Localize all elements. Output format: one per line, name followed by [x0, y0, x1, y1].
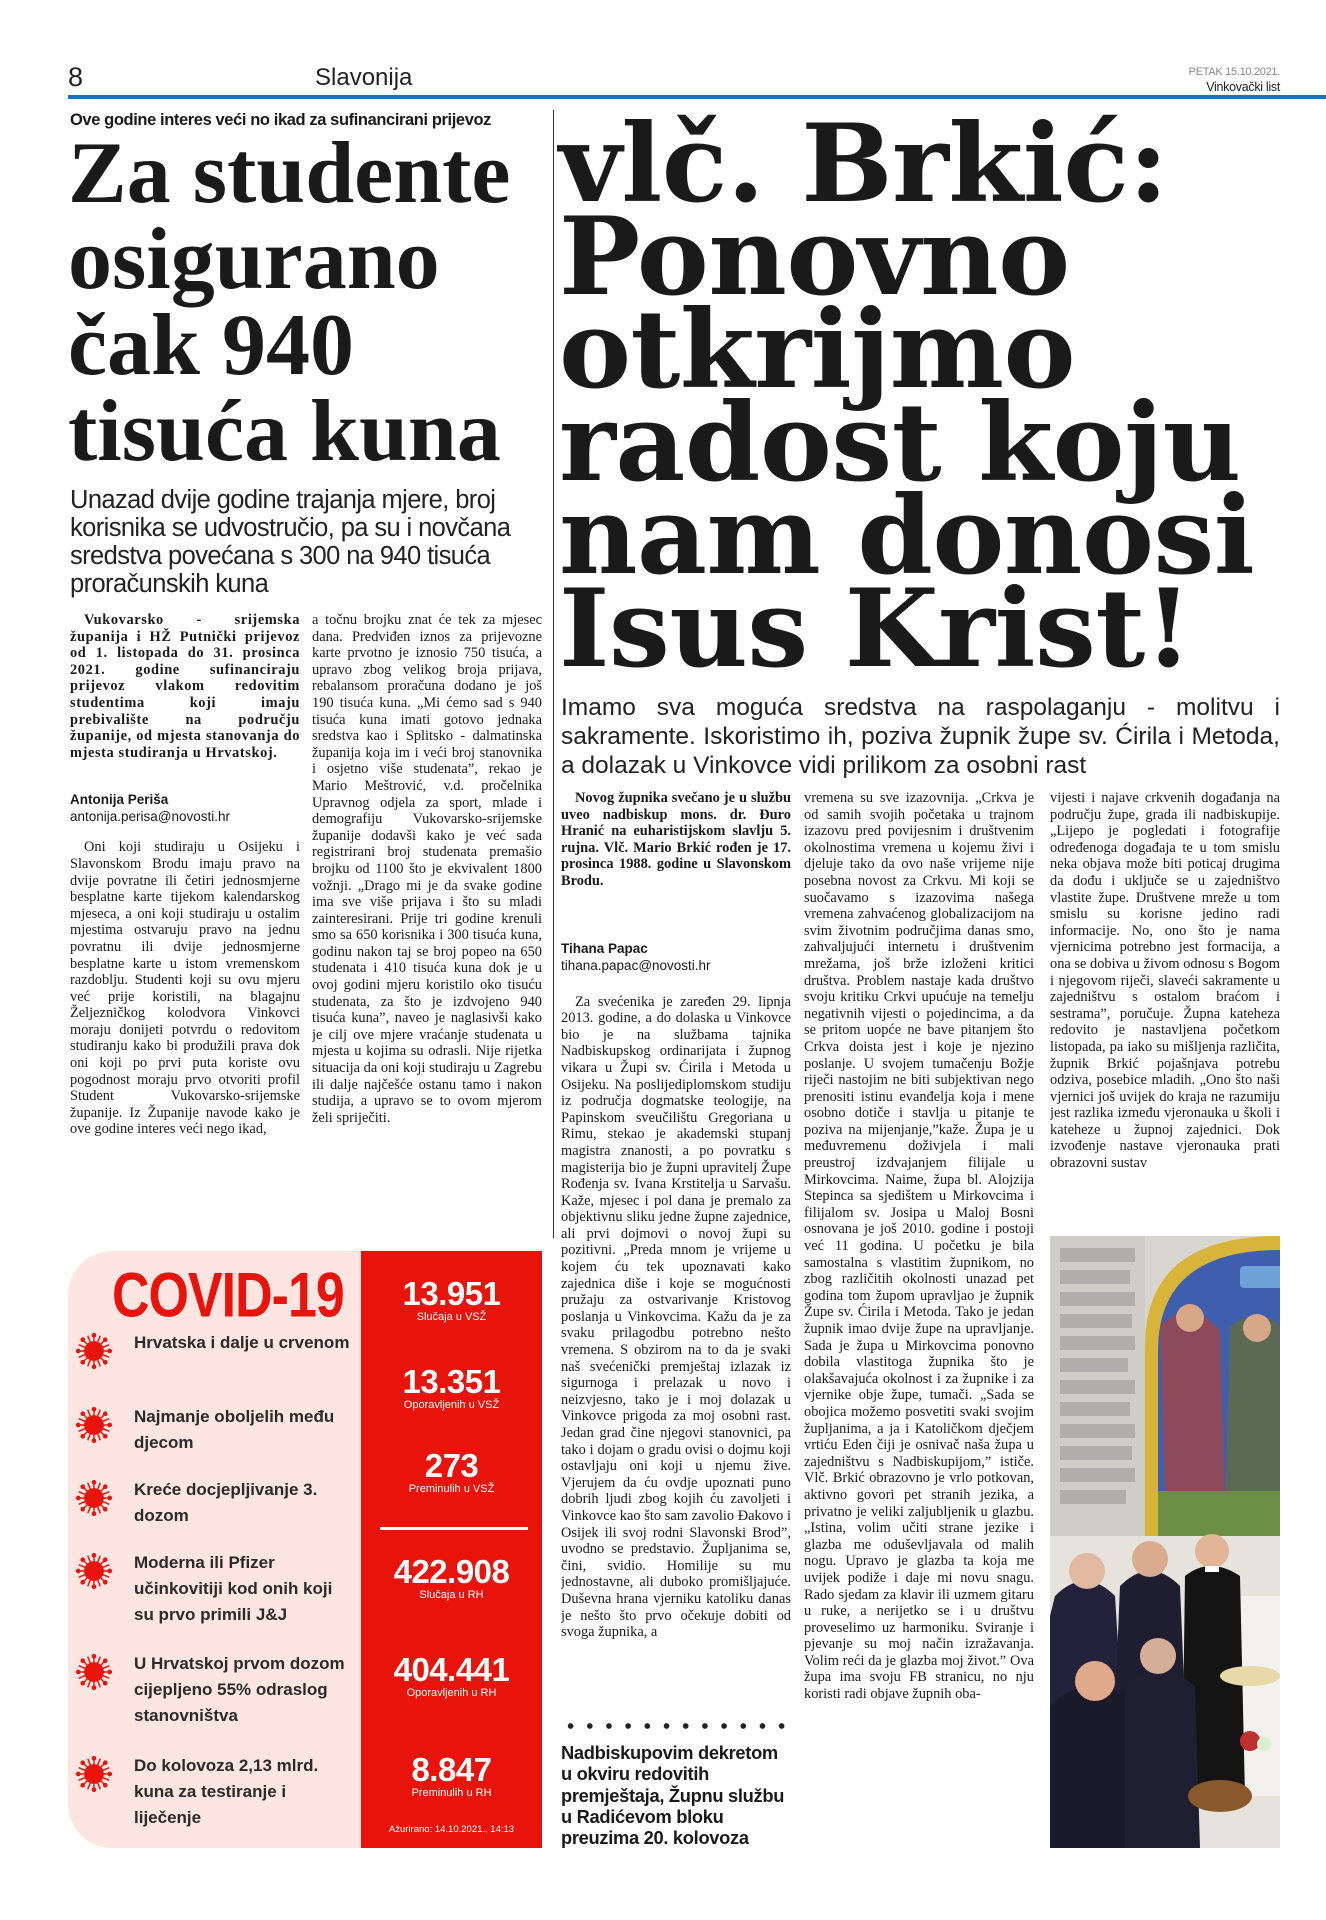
author-name: Antonija Periša — [70, 792, 169, 808]
virus-icon — [76, 1756, 112, 1792]
dotted-separator — [561, 1722, 790, 1730]
stats-divider — [380, 1527, 528, 1530]
covid-news-item — [76, 1477, 356, 1529]
right-article-byline — [561, 940, 791, 974]
stat-label: Oporavljenih u VSŽ — [403, 1399, 500, 1411]
stat-value: 273 — [424, 1447, 479, 1484]
stat-deaths-vsz — [361, 1449, 542, 1496]
stat-label: Oporavljenih u RH — [406, 1687, 497, 1699]
covid-news-item — [76, 1550, 356, 1628]
covid-news-item — [76, 1404, 356, 1456]
virus-icon — [76, 1480, 112, 1516]
left-article-column-2 — [312, 612, 542, 1238]
stat-deaths-rh — [361, 1753, 542, 1800]
stat-label: Slučaja u VSŽ — [416, 1311, 487, 1323]
right-article-body-continued: vremena su sve izazovnija. „Crkva je od samih svojih početaka u trajnom izazovu pred povijesnim i društvenim okolnostima vremena u kojemu živi i djeluje tako da ovo naše vrijeme nije posebna novost za Crkvu. Mi koji se suočavamo s izazovima našega vremena zahvaćenog globalizacijom na svim životnim područjima danas smo, zahvaljujući internetu i društvenim mrežama, još brže izloženi kritici društva. Problem nastaje kada društvo svoju kritiku Crkvi upućuje na temelju negativnih vijesti o pojedincima, a da se pritom uopće ne bave pitanjem što Crkva doista jest i koje je njezino poslanje. U svojem tumačenju Božje riječi nastojim ne biti subjektivan nego prenositi istinu evanđelja koja i mene osobno dotiče i stavlja u pitanje te poziva na mijenjanje,”kaže. Župa je u međuvremenu doživjela i mali preustroj izdvajanjem filijale u Mirkovcima. Naime, župa bl. Alojzija Stepinca sa sjedištem u Mirkovcima i filijalom sv. Josipa u Maloj Bosni osnovana je još 2010. godine i postoji već 11 godina. U početku je bila samostalna s vlastitim župnikom, no zbog različitih okolnosti unazad pet godina tom župom upravljao je župnik Župe sv. Ćirila i Metoda. Tako je jedan župnik imao dvije župe na upravljanje. Sada je župa u Mirkovcima ponovno dobila vlastitoga župnika što je olakšavajuća okolnost i za župnike i za vjernike obje župe, tumači. „Sada se obojica možemo posvetiti svaki svojim župljanima, a ja i Katoličkom dječjem vrtiću Eden čiji je osnivač naša župa u zajedništvu s Nadbiskupijom,” ističe. Vlč. Brkić obrazovno je vrlo potkovan, aktivno govori pet stranih jezika, a privatno je veliki zaljubljenik u glazbu.„Istina, volim učiti strane jezike i glazba me oduševljavala od malih nogu. Upravo je glazba ta koja me uvijek podiže i daje mi novu snagu. Rado sjedam za klavir ili uzmem gitaru u ruke, a nerijetko se i u društvu proveselimo uz harmoniku. Sviranje i pjevanje su moj način izražavanja. Volim reći da je glazba moj život.” Ova župa ima svoju FB stranicu, no nju koristi radi objave župnih oba- — [804, 790, 1034, 1703]
left-article-body-continued: a točnu brojku znat će tek za mjesec dana. Predviđen iznos za prijevozne karte prvotno je iznosio 750 tisuća, a upravo zbog velikog broja prijava, rebalansom proračuna dodano je još 190 tisuća kuna. „Mi ćemo sad s 940 tisuća kuna imati gotovo jednaka sredstva kao i Splitsko - dalmatinska županija koja im i veći broj stanovnika i osjetno više studenata”, rekao je Mario Meštrović, v.d. pročelnika Upravnog odjela za sport, mlade i demografiju Vukovarsko-srijemske županije dodavši kako je već sada registrirani broj studenata premašio brojku od 1100 što je ekvivalent 1800 vožnji. „Drago mi je da svake godine ima sve više prijava i što su mladi zainteresirani. Prije tri godine krenuli smo sa 650 korisnika i 300 tisuća kuna, godinu nakon taj se broj popeo na 650 studenata i 410 tisuća kuna dok je u ovoj godini mjeru koristilo oko tisuću studenata, za što je izdvojeno 940 tisuća kuna”, naveo je naglasivši kako je cilj ove mjere vraćanje studenata u mjesta u kojima su odrasli. Nije rijetka situacija da oni koji studiraju u Zagrebu ili dalje najčešće ostanu tamo i nakon studija, a upravo se to ovom mjerom želi spriječiti. — [312, 612, 542, 1126]
left-article-body: Oni koji studiraju u Osijeku i Slavonskom Brodu imaju pravo na dvije povratne ili četiri jednosmjerne besplatne karte tijekom kalendarskog mjeseca, a oni koji studiraju u ostalim mjestima ostvaruju pravo na jednu povratnu ili dvije jednosmjerne besplatne karte u istom vremenskom razdoblju. Studenti koji su ovu mjeru već prije koristili, na blagajnu Željezničkog kolodvora Vinkovci moraju donijeti potvrdu o redovitom studiranju kako bi produžili prava dok oni koji po prvi puta koriste ovu pogodnost moraju prvo otvoriti profil Student Vukovarsko-srijemske županije. Iz Županije navode kako je ove godine interes veći nego ikad, — [70, 839, 300, 1138]
covid-news-text: Najmanje oboljelih među djecom — [134, 1407, 335, 1452]
stat-value: 13.351 — [402, 1363, 501, 1400]
stat-cases-vsz — [361, 1277, 542, 1324]
covid-news-item — [76, 1651, 356, 1729]
stat-recovered-rh — [361, 1653, 542, 1700]
virus-icon — [76, 1333, 112, 1369]
covid-news-item — [76, 1753, 356, 1831]
page-number: 8 — [68, 62, 84, 92]
author-name: Tihana Papac — [561, 940, 648, 956]
stat-value: 404.441 — [393, 1651, 510, 1688]
covid-stats-panel — [361, 1251, 542, 1848]
virus-icon — [76, 1654, 112, 1690]
covid-news-text: Kreće docjepljivanje 3. dozom — [134, 1480, 318, 1525]
right-article-column-1 — [561, 790, 791, 1708]
left-article-headline: Za studente osigurano čak 940 tisuća kuna — [68, 125, 511, 480]
right-article-body-continued: vijesti i najave crkvenih događanja na području župe, grada ili nadbiskupije. „Lijepo je pogledati i fotografije određenoga događaja te u tom smislu neka objava može biti poticaj drugima da dođu i uključe se u zajedništvo vlastite župe. Društvene mreže u tom smislu su korisne jedino radi informacije. No, ono što je nama vjernicima potrebno jest formacija, a ona se dobiva u živom odnosu s Bogom i njegovom riječi, slaveći sakramente u zajedništvu s ostalom braćom i sestrama”, poručuje. Župna kateheza redovito je nastavljena početkom listopada, pa iako su mišljenja različita, župnik Brkić pojašnjava potrebu odziva, posebice mladih. „Ono što naši vjernici još uvijek do kraja ne razumiju jest razlika između vjeronauka u školi i kateheze u župnoj zajednici. Dok izvođenje nastave vjeronauka prati obrazovni sustav — [1050, 790, 1280, 1172]
stat-value: 422.908 — [393, 1553, 510, 1590]
stat-label: Preminulih u VSŽ — [408, 1483, 495, 1495]
right-article-column-2 — [804, 790, 1034, 1850]
left-article-kicker: Ove godine interes veći no ikad za sufinancirani prijevoz — [70, 111, 492, 129]
covid-news-text: U Hrvatskoj prvom dozom cijepljeno 55% odraslog stanovništva — [134, 1654, 345, 1725]
stat-value: 13.951 — [402, 1275, 501, 1312]
right-article-deck: Imamo sva moguća sredstva na raspolaganju - molitvu i sakramente. Iskoristimo ih, poziva župnik župe sv. Ćirila i Metoda, a dolazak u Vinkovce vidi prilikom za osobni rast — [561, 694, 1280, 779]
author-email[interactable]: tihana.papac@novosti.hr — [561, 957, 711, 973]
left-article-byline — [70, 791, 300, 825]
right-article-lead: Novog župnika svečano je u službu uveo nadbiskup mons. dr. Đuro Hranić na euharistijskom slavlju 5. rujna. Vlč. Mario Brkić rođen je 17. prosinca 1988. godine u Slavonskom Brodu. — [561, 790, 791, 889]
publication-name: Vinkovački list — [1206, 80, 1280, 94]
left-article-column-1 — [70, 612, 300, 1238]
covid-news-text: Do kolovoza 2,13 mlrd. kuna za testiranje i liječenje — [134, 1756, 319, 1827]
header-rule — [68, 95, 1326, 99]
right-article-headline: vlč. Brkić: Ponovno otkrijmo radost koju nam donosi Isus Krist! — [559, 101, 1255, 692]
right-article-body: Za svećenika je zaređen 29. lipnja 2013. godine, a do dolaska u Vinkovce bio je na službama tajnika Nadbiskupskog ordinarijata i župnog vikara u Župi sv. Ćirila i Metoda u Osijeku. Na poslijediplomskom studiju iz područja dogmatske teologije, na Papinskom sveučilištu Gregoriana u Rimu, stekao je akademski stupanj magistra znanosti, a po povratku s magisterija bio je župni upravitelj Župe Rođenja sv. Ivana Krstitelja u Sarvašu. Kaže, mjesec i pol dana je premalo za objektivnu sliku jedne župne zajednice, ali prvi dojmovi o novoj župi su pozitivni. „Preda mnom je vrijeme u kojem ću tek upoznavati kako zajednica diše i koje se mogućnosti pružaju za ostvarivanje Kristovog poslanja u Vinkovcima. Kažu da je za svaku prilagodbu potrebno nešto vremena. S obzirom na to da je svaki naš svećenički premještaj izlazak iz sigurnoga i prelazak u novo i neizvjesno, tako je i moj dolazak u Vinkovce prigoda za moj osobni rast. Jedan grad čine njegovi stanovnici, pa tako i dojam o gradu ovisi o dojmu koji ostavljaju oni koji u njemu žive. Vjerujem da ću ovdje upoznati puno dobrih ljudi zbog kojih ću zavoljeti i Vinkovce kao što sam zavolio Đakovo i Osijek ili svoj rodni Slavonski Brod”, uvodno se predstavio. Župljanima se, čini, svidio. Homilije su mu jednostavne, ali duboko promišljajuće. Duševna hrana vjerniku katoliku danas je nešto što prvo očekuje dobiti od svoga župnika, a — [561, 993, 791, 1641]
right-article-column-3 — [1050, 790, 1280, 1224]
issue-date: PETAK 15.10.2021. — [1188, 66, 1280, 78]
stat-recovered-vsz — [361, 1365, 542, 1412]
virus-icon — [76, 1553, 112, 1589]
stat-value: 8.847 — [411, 1751, 492, 1788]
stat-label: Preminulih u RH — [411, 1787, 492, 1799]
stat-label: Slučaja u RH — [419, 1589, 484, 1601]
author-email[interactable]: antonija.perisa@novosti.hr — [70, 809, 231, 825]
covid-title: COVID-19 — [112, 1260, 344, 1331]
stat-cases-rh — [361, 1555, 542, 1602]
covid-news-item — [76, 1330, 356, 1369]
parish-group-photo — [1050, 1236, 1280, 1848]
covid-news-text: Hrvatska i dalje u crvenom — [134, 1333, 350, 1352]
virus-icon — [76, 1407, 112, 1443]
left-article-deck: Unazad dvije godine trajanja mjere, broj korisnika se udvostručio, pa su i novčana sredstva povećana s 300 na 940 tisuća proračunskih kuna — [70, 486, 511, 598]
right-article-subhead: Nadbiskupovim dekretom u okviru redovitih premještaja, Župnu službu u Radićevom bloku preuzima 20. kolovoza — [561, 1742, 785, 1849]
section-title: Slavonija — [315, 64, 413, 91]
stats-updated: Ažurirano: 14.10.2021., 14:13 — [388, 1824, 515, 1835]
covid-news-text: Moderna ili Pfizer učinkovitiji kod onih koji su prvo primili J&J — [134, 1553, 333, 1624]
covid-infobox — [68, 1251, 542, 1848]
left-article-lead: Vukovarsko - srijemska županija i HŽ Putnički prijevoz od 1. listopada do 31. prosinca 2021. godine sufinanciraju prijevoz vlakom redovitim studentima koji imaju prebivalište na području županije, od mjesta stanovanja do mjesta studiranja u Hrvatskoj. — [70, 612, 300, 761]
column-divider — [553, 110, 554, 1238]
article-photo — [1050, 1236, 1280, 1848]
